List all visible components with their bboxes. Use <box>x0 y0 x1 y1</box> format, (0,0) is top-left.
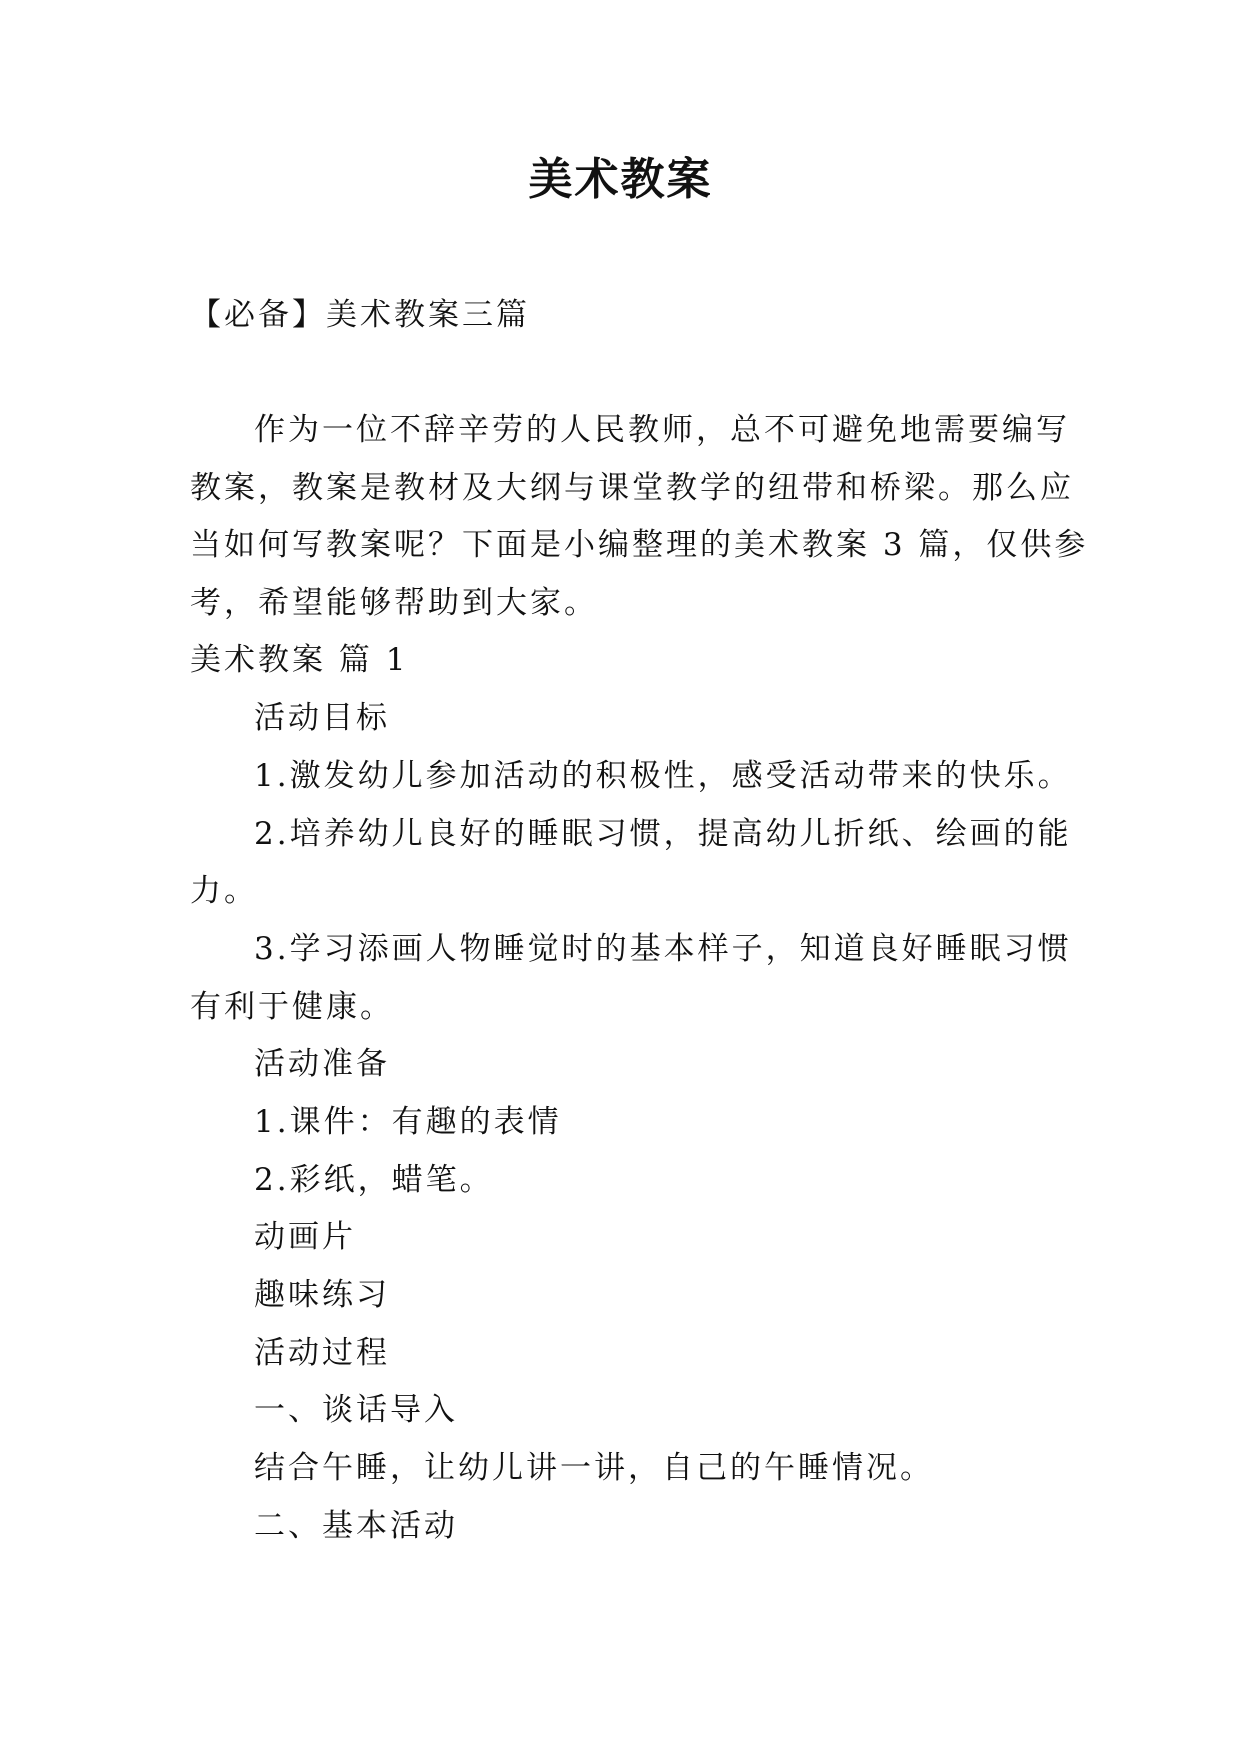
goal-item-2-line-1: 2.培养幼儿良好的睡眠习惯，提高幼儿折纸、绘画的能 <box>254 816 1072 852</box>
goal-item-3-line-1: 3.学习添画人物睡觉时的基本样子，知道良好睡眠习惯 <box>254 931 1072 967</box>
prep-heading: 活动准备 <box>254 1046 390 1082</box>
intro-line-2: 教案，教案是教材及大纲与课堂教学的纽带和桥梁。那么应 <box>190 470 1074 506</box>
section-heading: 美术教案 篇 1 <box>190 642 409 678</box>
step-2-heading: 二、基本活动 <box>254 1508 458 1544</box>
prep-item-1: 1.课件：有趣的表情 <box>254 1104 562 1140</box>
intro-line-4: 考，希望能够帮助到大家。 <box>190 585 598 621</box>
intro-line-3: 当如何写教案呢？下面是小编整理的美术教案 3 篇，仅供参 <box>190 527 1089 563</box>
step-1-text: 结合午睡，让幼儿讲一讲，自己的午睡情况。 <box>254 1450 934 1486</box>
goal-item-1: 1.激发幼儿参加活动的积极性，感受活动带来的快乐。 <box>254 758 1072 794</box>
intro-line-1: 作为一位不辞辛劳的人民教师，总不可避免地需要编写 <box>254 412 1070 448</box>
goal-item-3-line-2: 有利于健康。 <box>190 989 394 1025</box>
goals-heading: 活动目标 <box>254 700 390 736</box>
prep-item-3: 动画片 <box>254 1219 356 1255</box>
step-1-heading: 一、谈话导入 <box>254 1392 458 1428</box>
subtitle: 【必备】美术教案三篇 <box>190 297 530 333</box>
document-title: 美术教案 <box>528 154 713 205</box>
goal-item-2-line-2: 力。 <box>190 873 258 909</box>
prep-item-2: 2.彩纸，蜡笔。 <box>254 1162 494 1198</box>
prep-item-4: 趣味练习 <box>254 1277 390 1313</box>
process-heading: 活动过程 <box>254 1335 390 1371</box>
